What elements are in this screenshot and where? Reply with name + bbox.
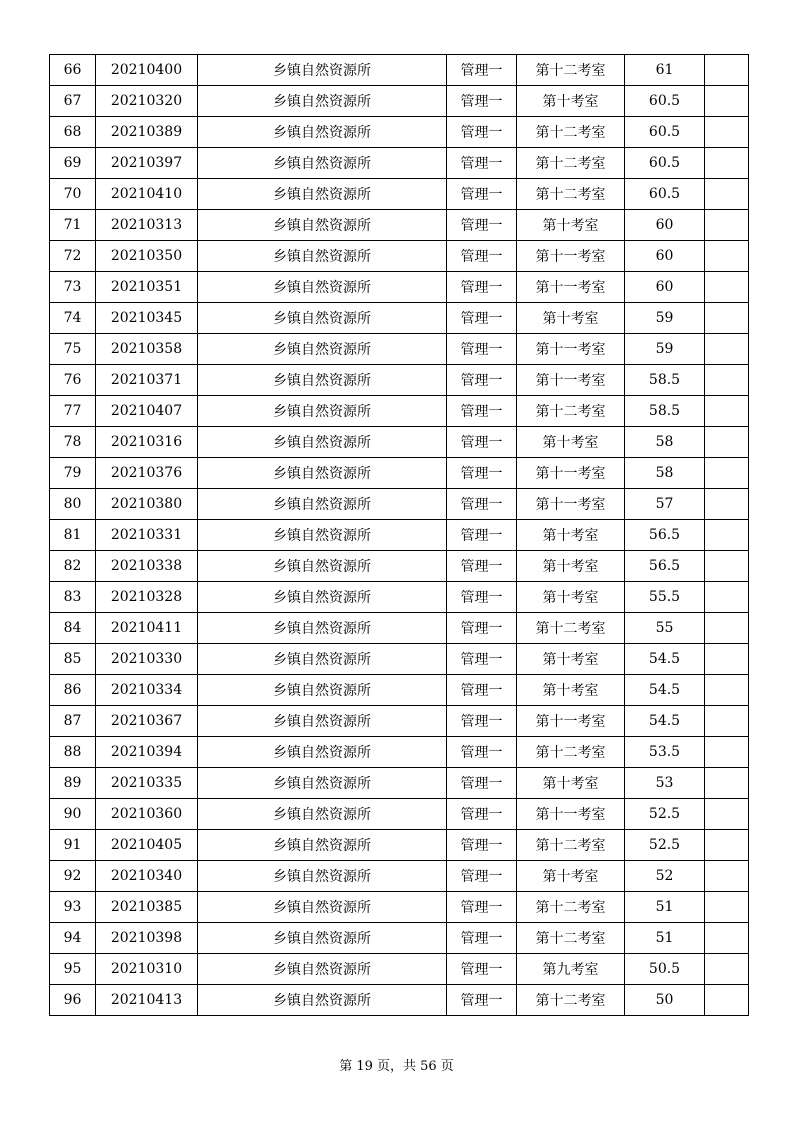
position-cell: 管理一 <box>447 613 517 644</box>
exam-room-cell: 第十考室 <box>517 210 625 241</box>
rank-cell: 84 <box>50 613 96 644</box>
exam-id-cell: 20210367 <box>96 706 198 737</box>
rank-cell: 70 <box>50 179 96 210</box>
exam-id-cell: 20210400 <box>96 55 198 86</box>
unit-cell: 乡镇自然资源所 <box>198 365 447 396</box>
table-row <box>50 985 749 1016</box>
rank-cell: 76 <box>50 365 96 396</box>
rank-cell: 92 <box>50 861 96 892</box>
unit-cell: 乡镇自然资源所 <box>198 954 447 985</box>
exam-id-cell: 20210330 <box>96 644 198 675</box>
table-row <box>50 675 749 706</box>
note-cell <box>705 923 749 954</box>
position-cell: 管理一 <box>447 954 517 985</box>
note-cell <box>705 334 749 365</box>
score-cell: 59 <box>625 334 705 365</box>
exam-room-cell: 第十二考室 <box>517 396 625 427</box>
unit-cell: 乡镇自然资源所 <box>198 86 447 117</box>
score-cell: 60.5 <box>625 117 705 148</box>
table-row <box>50 55 749 86</box>
rank-cell: 75 <box>50 334 96 365</box>
exam-id-cell: 20210397 <box>96 148 198 179</box>
unit-cell: 乡镇自然资源所 <box>198 675 447 706</box>
exam-room-cell: 第十二考室 <box>517 148 625 179</box>
results-table-body <box>50 55 749 1016</box>
rank-cell: 89 <box>50 768 96 799</box>
table-row <box>50 768 749 799</box>
score-cell: 54.5 <box>625 675 705 706</box>
exam-id-cell: 20210350 <box>96 241 198 272</box>
unit-cell: 乡镇自然资源所 <box>198 396 447 427</box>
unit-cell: 乡镇自然资源所 <box>198 55 447 86</box>
results-table <box>49 54 749 1016</box>
exam-id-cell: 20210407 <box>96 396 198 427</box>
table-row <box>50 892 749 923</box>
score-cell: 51 <box>625 892 705 923</box>
position-cell: 管理一 <box>447 644 517 675</box>
note-cell <box>705 365 749 396</box>
table-row <box>50 396 749 427</box>
position-cell: 管理一 <box>447 55 517 86</box>
rank-cell: 71 <box>50 210 96 241</box>
exam-room-cell: 第十一考室 <box>517 706 625 737</box>
position-cell: 管理一 <box>447 799 517 830</box>
unit-cell: 乡镇自然资源所 <box>198 489 447 520</box>
exam-room-cell: 第十一考室 <box>517 489 625 520</box>
position-cell: 管理一 <box>447 334 517 365</box>
rank-cell: 90 <box>50 799 96 830</box>
table-row <box>50 520 749 551</box>
exam-room-cell: 第十一考室 <box>517 241 625 272</box>
score-cell: 53 <box>625 768 705 799</box>
exam-id-cell: 20210394 <box>96 737 198 768</box>
position-cell: 管理一 <box>447 582 517 613</box>
position-cell: 管理一 <box>447 675 517 706</box>
note-cell <box>705 861 749 892</box>
exam-id-cell: 20210413 <box>96 985 198 1016</box>
note-cell <box>705 706 749 737</box>
rank-cell: 86 <box>50 675 96 706</box>
note-cell <box>705 303 749 334</box>
exam-room-cell: 第十二考室 <box>517 923 625 954</box>
score-cell: 54.5 <box>625 644 705 675</box>
unit-cell: 乡镇自然资源所 <box>198 334 447 365</box>
exam-room-cell: 第十一考室 <box>517 799 625 830</box>
unit-cell: 乡镇自然资源所 <box>198 210 447 241</box>
rank-cell: 91 <box>50 830 96 861</box>
exam-room-cell: 第十二考室 <box>517 737 625 768</box>
exam-id-cell: 20210340 <box>96 861 198 892</box>
table-row <box>50 210 749 241</box>
exam-id-cell: 20210411 <box>96 613 198 644</box>
score-cell: 60.5 <box>625 86 705 117</box>
exam-room-cell: 第九考室 <box>517 954 625 985</box>
position-cell: 管理一 <box>447 303 517 334</box>
position-cell: 管理一 <box>447 861 517 892</box>
exam-room-cell: 第十二考室 <box>517 892 625 923</box>
table-row <box>50 954 749 985</box>
note-cell <box>705 799 749 830</box>
position-cell: 管理一 <box>447 179 517 210</box>
exam-id-cell: 20210338 <box>96 551 198 582</box>
table-row <box>50 799 749 830</box>
table-row <box>50 148 749 179</box>
exam-id-cell: 20210335 <box>96 768 198 799</box>
table-row <box>50 179 749 210</box>
position-cell: 管理一 <box>447 241 517 272</box>
note-cell <box>705 613 749 644</box>
note-cell <box>705 768 749 799</box>
note-cell <box>705 241 749 272</box>
table-row <box>50 365 749 396</box>
score-cell: 52.5 <box>625 830 705 861</box>
unit-cell: 乡镇自然资源所 <box>198 458 447 489</box>
unit-cell: 乡镇自然资源所 <box>198 520 447 551</box>
exam-id-cell: 20210358 <box>96 334 198 365</box>
rank-cell: 67 <box>50 86 96 117</box>
note-cell <box>705 210 749 241</box>
position-cell: 管理一 <box>447 365 517 396</box>
exam-room-cell: 第十二考室 <box>517 117 625 148</box>
note-cell <box>705 582 749 613</box>
exam-room-cell: 第十考室 <box>517 768 625 799</box>
table-row <box>50 334 749 365</box>
exam-room-cell: 第十考室 <box>517 303 625 334</box>
rank-cell: 95 <box>50 954 96 985</box>
score-cell: 60 <box>625 272 705 303</box>
score-cell: 58.5 <box>625 396 705 427</box>
note-cell <box>705 644 749 675</box>
rank-cell: 78 <box>50 427 96 458</box>
position-cell: 管理一 <box>447 737 517 768</box>
table-row <box>50 706 749 737</box>
score-cell: 58 <box>625 427 705 458</box>
score-cell: 55.5 <box>625 582 705 613</box>
exam-id-cell: 20210410 <box>96 179 198 210</box>
exam-room-cell: 第十二考室 <box>517 613 625 644</box>
exam-id-cell: 20210331 <box>96 520 198 551</box>
unit-cell: 乡镇自然资源所 <box>198 985 447 1016</box>
rank-cell: 72 <box>50 241 96 272</box>
score-cell: 50.5 <box>625 954 705 985</box>
score-cell: 60.5 <box>625 148 705 179</box>
position-cell: 管理一 <box>447 86 517 117</box>
rank-cell: 69 <box>50 148 96 179</box>
unit-cell: 乡镇自然资源所 <box>198 923 447 954</box>
position-cell: 管理一 <box>447 148 517 179</box>
note-cell <box>705 954 749 985</box>
score-cell: 60 <box>625 241 705 272</box>
score-cell: 55 <box>625 613 705 644</box>
rank-cell: 93 <box>50 892 96 923</box>
exam-room-cell: 第十考室 <box>517 551 625 582</box>
score-cell: 61 <box>625 55 705 86</box>
position-cell: 管理一 <box>447 892 517 923</box>
position-cell: 管理一 <box>447 396 517 427</box>
exam-room-cell: 第十二考室 <box>517 985 625 1016</box>
exam-id-cell: 20210360 <box>96 799 198 830</box>
exam-id-cell: 20210313 <box>96 210 198 241</box>
table-row <box>50 303 749 334</box>
note-cell <box>705 985 749 1016</box>
rank-cell: 80 <box>50 489 96 520</box>
unit-cell: 乡镇自然资源所 <box>198 799 447 830</box>
exam-room-cell: 第十一考室 <box>517 272 625 303</box>
note-cell <box>705 458 749 489</box>
exam-id-cell: 20210334 <box>96 675 198 706</box>
unit-cell: 乡镇自然资源所 <box>198 303 447 334</box>
score-cell: 53.5 <box>625 737 705 768</box>
position-cell: 管理一 <box>447 923 517 954</box>
score-cell: 60 <box>625 210 705 241</box>
rank-cell: 82 <box>50 551 96 582</box>
position-cell: 管理一 <box>447 489 517 520</box>
table-row <box>50 458 749 489</box>
table-row <box>50 644 749 675</box>
exam-id-cell: 20210316 <box>96 427 198 458</box>
unit-cell: 乡镇自然资源所 <box>198 737 447 768</box>
table-row <box>50 427 749 458</box>
note-cell <box>705 520 749 551</box>
note-cell <box>705 551 749 582</box>
score-cell: 51 <box>625 923 705 954</box>
unit-cell: 乡镇自然资源所 <box>198 241 447 272</box>
rank-cell: 68 <box>50 117 96 148</box>
table-row <box>50 86 749 117</box>
table-row <box>50 737 749 768</box>
exam-room-cell: 第十二考室 <box>517 179 625 210</box>
exam-id-cell: 20210376 <box>96 458 198 489</box>
position-cell: 管理一 <box>447 985 517 1016</box>
score-cell: 58 <box>625 458 705 489</box>
table-row <box>50 117 749 148</box>
rank-cell: 83 <box>50 582 96 613</box>
exam-room-cell: 第十一考室 <box>517 334 625 365</box>
position-cell: 管理一 <box>447 706 517 737</box>
rank-cell: 66 <box>50 55 96 86</box>
exam-room-cell: 第十考室 <box>517 520 625 551</box>
unit-cell: 乡镇自然资源所 <box>198 272 447 303</box>
rank-cell: 85 <box>50 644 96 675</box>
unit-cell: 乡镇自然资源所 <box>198 830 447 861</box>
exam-id-cell: 20210380 <box>96 489 198 520</box>
exam-room-cell: 第十考室 <box>517 582 625 613</box>
note-cell <box>705 675 749 706</box>
score-cell: 52 <box>625 861 705 892</box>
exam-id-cell: 20210385 <box>96 892 198 923</box>
score-cell: 54.5 <box>625 706 705 737</box>
exam-id-cell: 20210371 <box>96 365 198 396</box>
rank-cell: 74 <box>50 303 96 334</box>
page-footer: 第 19 页，共 56 页 <box>339 1059 454 1074</box>
position-cell: 管理一 <box>447 210 517 241</box>
exam-id-cell: 20210328 <box>96 582 198 613</box>
exam-room-cell: 第十一考室 <box>517 365 625 396</box>
position-cell: 管理一 <box>447 427 517 458</box>
table-row <box>50 613 749 644</box>
rank-cell: 81 <box>50 520 96 551</box>
table-row <box>50 489 749 520</box>
table-row <box>50 830 749 861</box>
unit-cell: 乡镇自然资源所 <box>198 179 447 210</box>
unit-cell: 乡镇自然资源所 <box>198 768 447 799</box>
score-cell: 52.5 <box>625 799 705 830</box>
position-cell: 管理一 <box>447 272 517 303</box>
score-cell: 58.5 <box>625 365 705 396</box>
table-row <box>50 551 749 582</box>
note-cell <box>705 427 749 458</box>
rank-cell: 79 <box>50 458 96 489</box>
score-cell: 60.5 <box>625 179 705 210</box>
score-cell: 50 <box>625 985 705 1016</box>
rank-cell: 87 <box>50 706 96 737</box>
note-cell <box>705 148 749 179</box>
exam-id-cell: 20210405 <box>96 830 198 861</box>
position-cell: 管理一 <box>447 117 517 148</box>
exam-room-cell: 第十考室 <box>517 861 625 892</box>
table-row <box>50 241 749 272</box>
exam-id-cell: 20210398 <box>96 923 198 954</box>
note-cell <box>705 55 749 86</box>
unit-cell: 乡镇自然资源所 <box>198 613 447 644</box>
note-cell <box>705 489 749 520</box>
exam-id-cell: 20210320 <box>96 86 198 117</box>
unit-cell: 乡镇自然资源所 <box>198 148 447 179</box>
score-cell: 59 <box>625 303 705 334</box>
score-cell: 56.5 <box>625 520 705 551</box>
unit-cell: 乡镇自然资源所 <box>198 117 447 148</box>
score-cell: 56.5 <box>625 551 705 582</box>
exam-room-cell: 第十考室 <box>517 644 625 675</box>
note-cell <box>705 179 749 210</box>
unit-cell: 乡镇自然资源所 <box>198 427 447 458</box>
exam-id-cell: 20210310 <box>96 954 198 985</box>
note-cell <box>705 117 749 148</box>
exam-room-cell: 第十考室 <box>517 86 625 117</box>
exam-id-cell: 20210345 <box>96 303 198 334</box>
note-cell <box>705 272 749 303</box>
position-cell: 管理一 <box>447 458 517 489</box>
note-cell <box>705 396 749 427</box>
unit-cell: 乡镇自然资源所 <box>198 706 447 737</box>
table-row <box>50 923 749 954</box>
note-cell <box>705 892 749 923</box>
note-cell <box>705 830 749 861</box>
exam-room-cell: 第十二考室 <box>517 55 625 86</box>
table-row <box>50 272 749 303</box>
rank-cell: 94 <box>50 923 96 954</box>
note-cell <box>705 737 749 768</box>
exam-room-cell: 第十一考室 <box>517 458 625 489</box>
rank-cell: 96 <box>50 985 96 1016</box>
position-cell: 管理一 <box>447 551 517 582</box>
unit-cell: 乡镇自然资源所 <box>198 644 447 675</box>
note-cell <box>705 86 749 117</box>
exam-id-cell: 20210389 <box>96 117 198 148</box>
rank-cell: 77 <box>50 396 96 427</box>
table-row <box>50 861 749 892</box>
unit-cell: 乡镇自然资源所 <box>198 582 447 613</box>
exam-room-cell: 第十二考室 <box>517 830 625 861</box>
exam-room-cell: 第十考室 <box>517 675 625 706</box>
unit-cell: 乡镇自然资源所 <box>198 861 447 892</box>
exam-room-cell: 第十考室 <box>517 427 625 458</box>
unit-cell: 乡镇自然资源所 <box>198 551 447 582</box>
position-cell: 管理一 <box>447 768 517 799</box>
position-cell: 管理一 <box>447 520 517 551</box>
unit-cell: 乡镇自然资源所 <box>198 892 447 923</box>
score-cell: 57 <box>625 489 705 520</box>
rank-cell: 73 <box>50 272 96 303</box>
exam-id-cell: 20210351 <box>96 272 198 303</box>
position-cell: 管理一 <box>447 830 517 861</box>
table-row <box>50 582 749 613</box>
rank-cell: 88 <box>50 737 96 768</box>
